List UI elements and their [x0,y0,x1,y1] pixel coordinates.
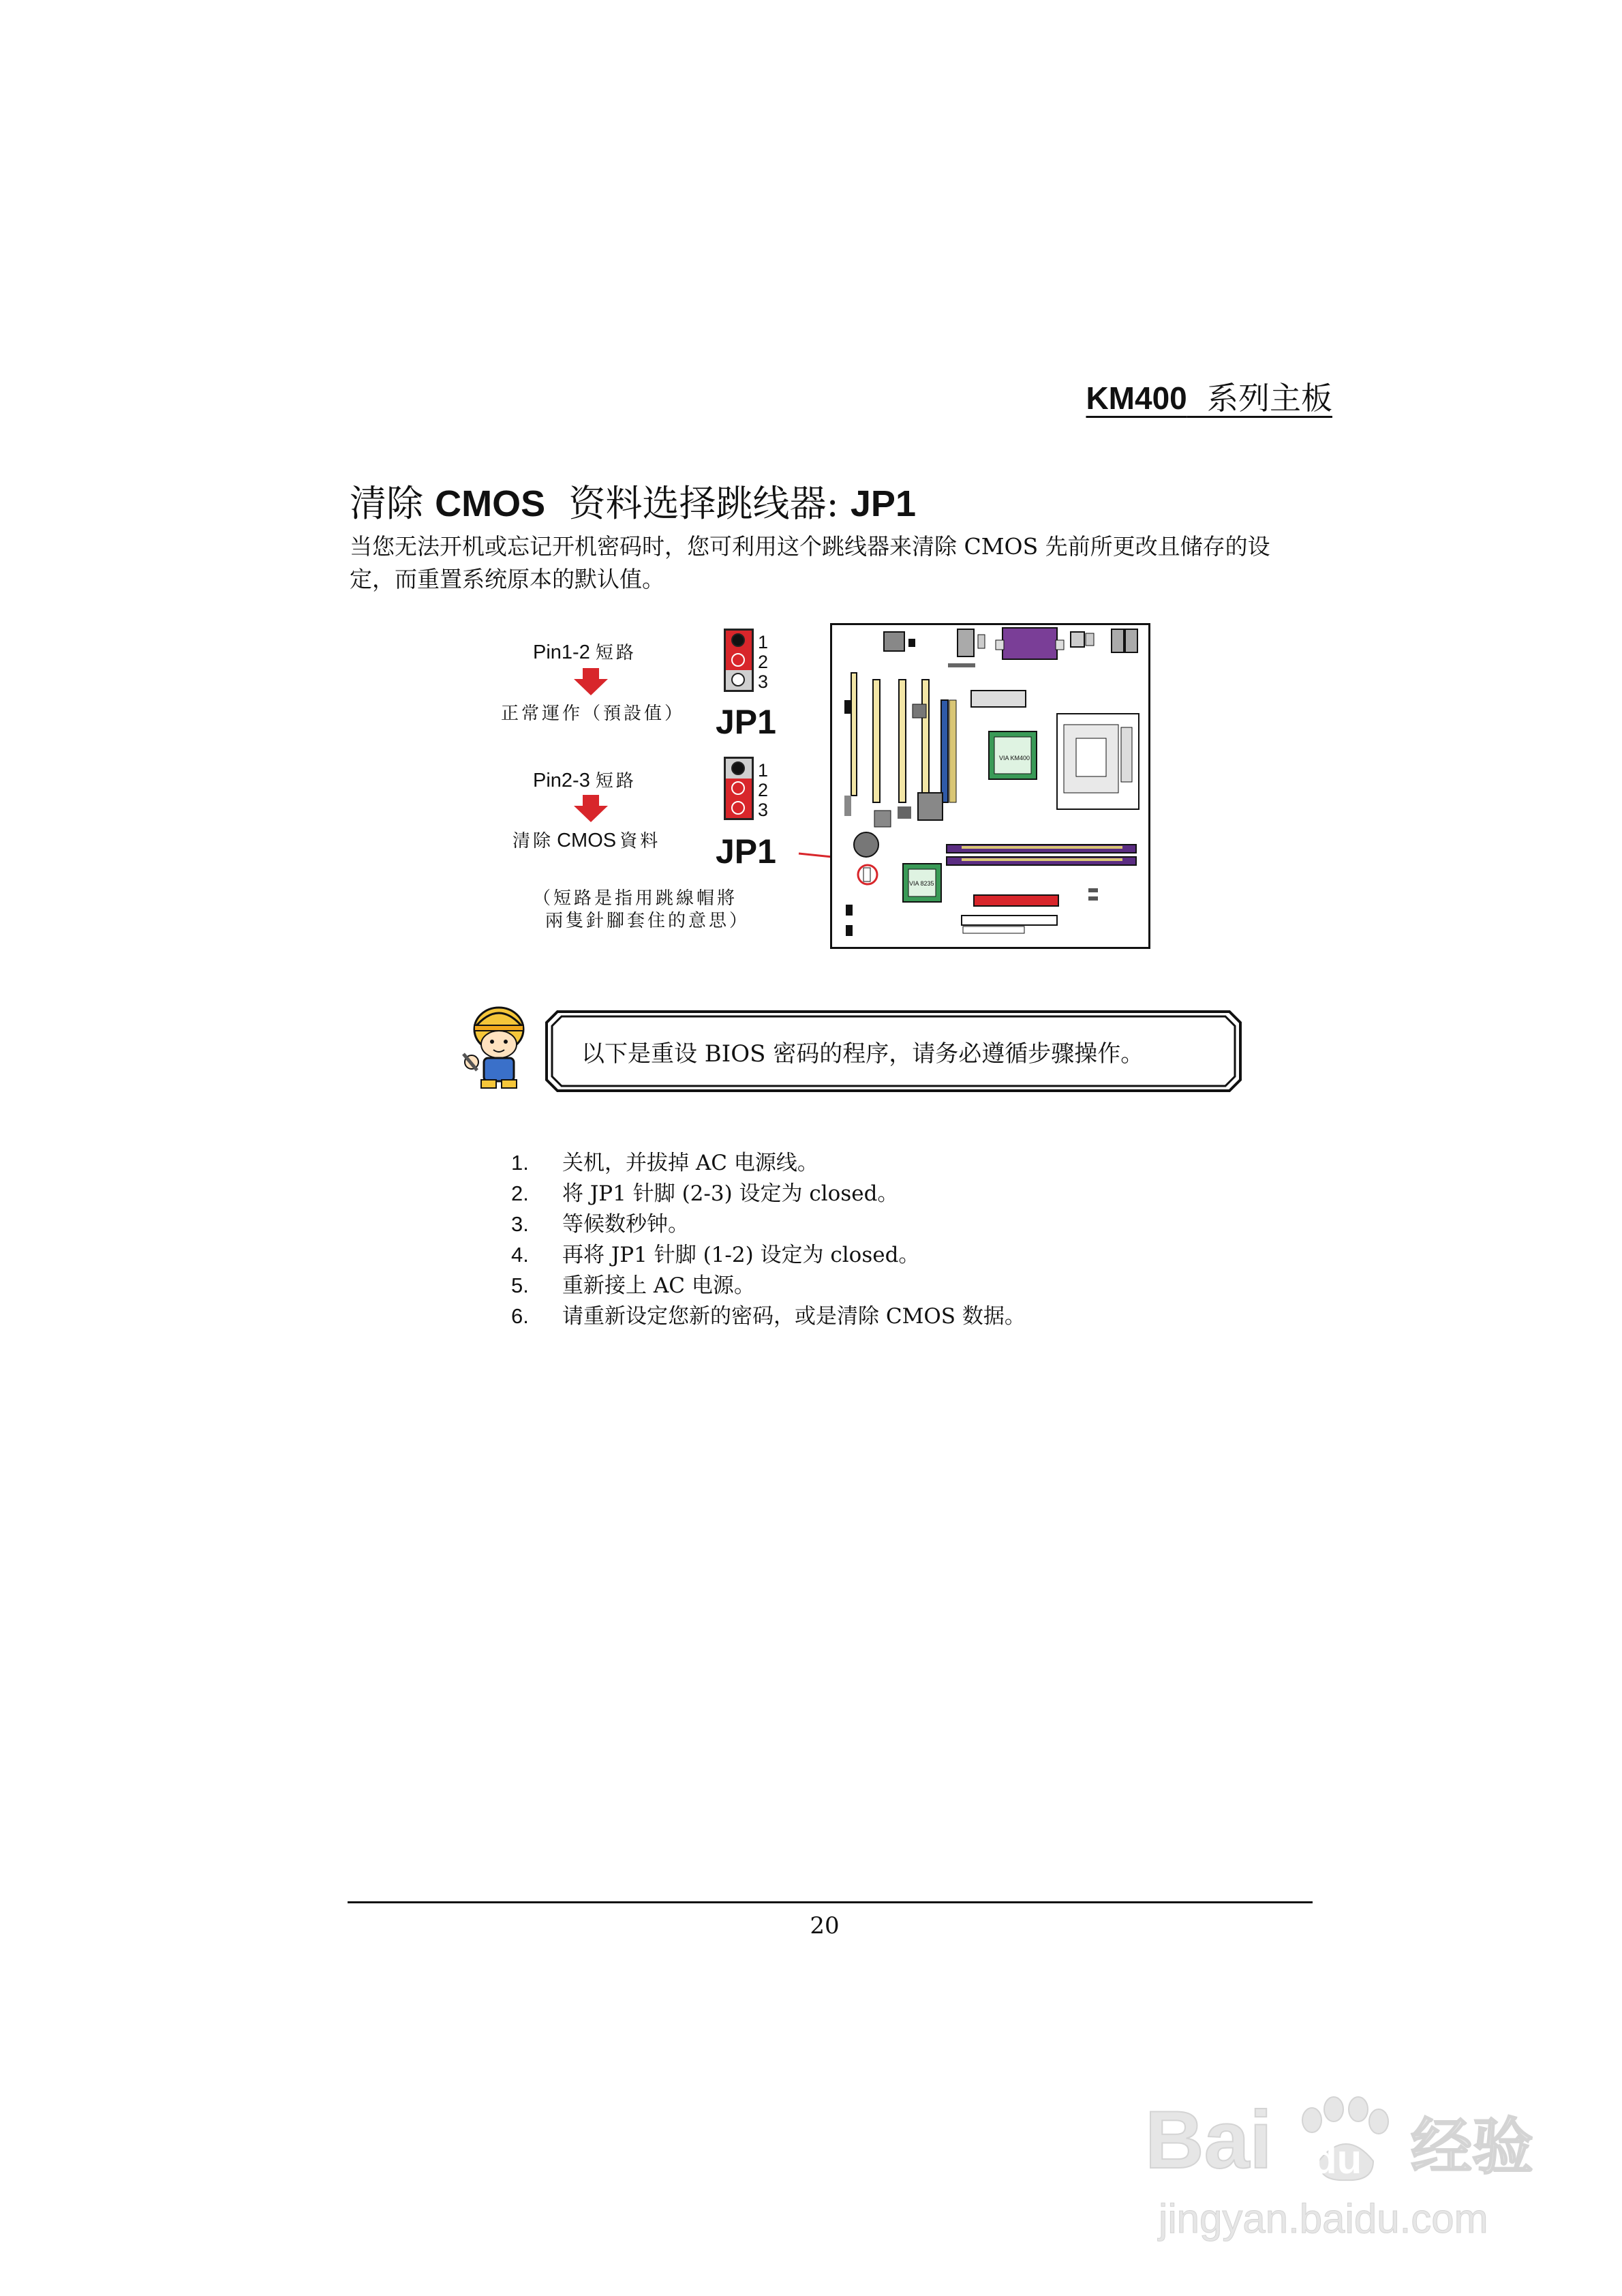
jumper-jp1-clear [724,757,754,820]
header-series: 系列主板 [1207,380,1332,417]
intro-line-1: 当您无法开机或忘记开机密码时，您可利用这个跳线器来清除 CMOS 先前所更改且储存的设 [350,533,1270,560]
step-number: 4. [511,1243,529,1267]
watermark-brand: Bai [1145,2094,1272,2186]
watermark-url: jingyan.baidu.com [1159,2196,1488,2241]
step-text: 再将 JP1 针脚 (1-2) 设定为 closed。 [562,1243,920,1267]
clear-prefix: 清除 [512,831,554,851]
baidu-jingyan-logo [1145,2086,1554,2263]
note-line-2: 兩隻針腳套住的意思） [545,911,750,931]
step-text: 请重新设定您新的密码，或是清除 CMOS 数据。 [562,1304,1026,1329]
step-number: 6. [511,1304,529,1328]
intro-line-2: 定，而重置系统原本的默认值。 [350,566,664,592]
step-item [511,1271,755,1301]
header-title [1077,374,1332,419]
worker-mascot-icon [458,995,538,1091]
step-number: 2. [511,1181,529,1205]
notice-text: 以下是重设 BIOS 密码的程序，请务必遵循步骤操作。 [581,1040,1144,1068]
step-item [511,1179,898,1209]
pin23-suffix: 短路 [595,771,637,791]
step-number: 3. [511,1212,529,1236]
title-jp1: JP1 [850,483,916,524]
clear-suffix: 資料 [619,831,661,851]
step-text: 关机，并拔掉 AC 电源线。 [562,1151,818,1175]
motherboard-diagram [830,623,1150,949]
chip-south-label: VIA 8235 [909,880,934,887]
step-item [511,1209,689,1239]
clear-cmos: CMOS [557,830,617,851]
step-item [511,1148,818,1178]
jp1-label: JP1 [716,832,776,871]
pin-numbers-b [758,761,768,820]
pin12-caption [533,639,637,664]
watermark-jingyan: 经验 [1411,2111,1533,2183]
clear-caption [512,827,660,852]
pin12-label: Pin1-2 [533,641,590,663]
footer-rule [348,1901,1313,1903]
pin12-suffix: 短路 [595,643,637,663]
pin-num-3: 3 [758,800,769,820]
title-mid: 资料选择跳线器: [568,482,839,525]
note-line-1: （短路是指用跳線帽將 [533,888,738,909]
step-item [511,1301,1026,1331]
pin-num-3: 3 [758,671,769,692]
jumper-jp1-normal [724,629,754,692]
pin-num-2: 2 [758,652,769,672]
pin-num-1: 1 [758,632,769,652]
pin23-caption [533,767,637,792]
step-text: 重新接上 AC 电源。 [562,1273,755,1298]
title-cmos: CMOS [435,483,546,524]
jp1-label: JP1 [716,703,776,741]
step-text: 等候数秒钟。 [562,1212,689,1237]
baidu-watermark [1145,2086,1554,2266]
pin-num-2: 2 [758,780,769,800]
title-prefix: 清除 [350,482,423,525]
step-text: 将 JP1 针脚 (2-3) 设定为 closed。 [562,1181,899,1206]
step-number: 5. [511,1273,529,1297]
pin-numbers-a [758,633,768,692]
arrow-down-icon [574,795,608,822]
watermark-brand-du: du [1312,2136,1362,2182]
section-title [350,474,916,527]
arrow-down-icon [574,668,608,695]
step-number: 1. [511,1151,529,1175]
chip-north-label: VIA KM400 [999,755,1030,761]
page-number: 20 [810,1912,840,1939]
header-model: KM400 [1086,380,1187,416]
step-item [511,1240,919,1270]
pin23-label: Pin2-3 [533,770,590,791]
normal-caption: 正常運作（預設值） [501,704,686,724]
pin-num-1: 1 [758,760,769,781]
motherboard-layout [832,625,1148,947]
